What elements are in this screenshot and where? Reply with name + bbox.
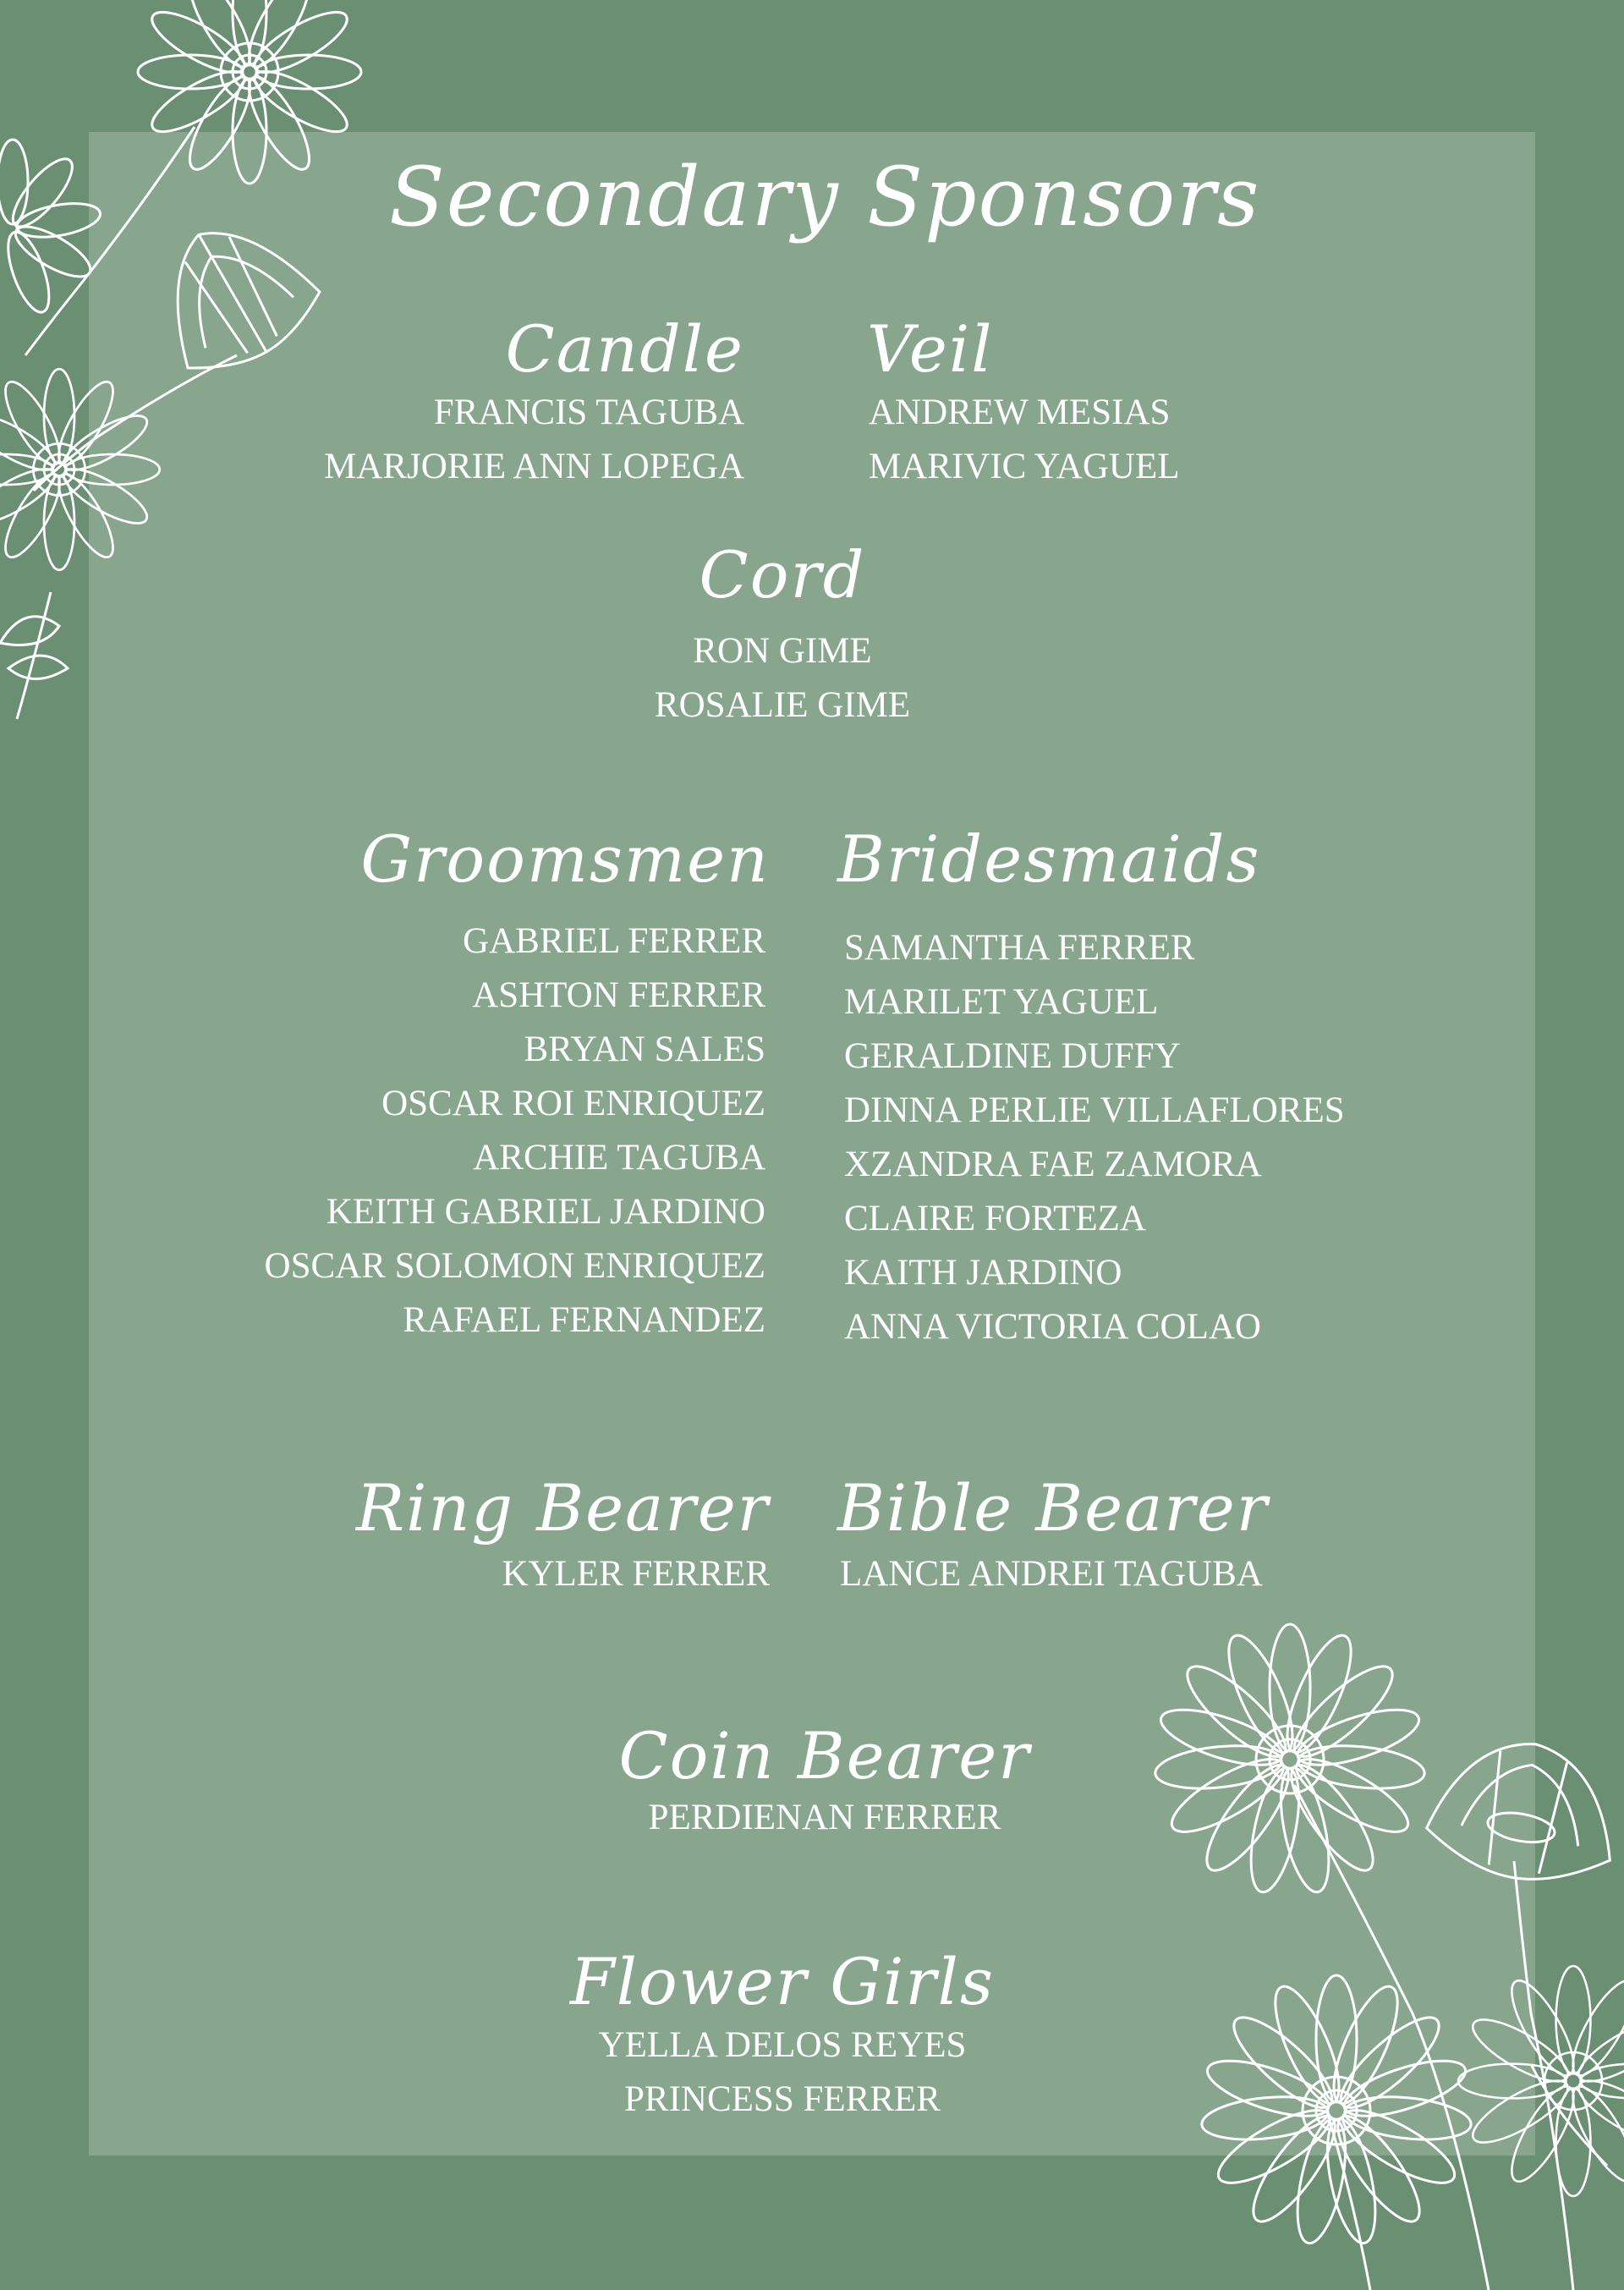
veil-heading: Veil bbox=[867, 311, 994, 387]
list-item: LANCE ANDREI TAGUBA bbox=[840, 1554, 1263, 1594]
list-item: RON GIME bbox=[693, 631, 872, 671]
coin-bearer-heading: Coin Bearer bbox=[618, 1718, 1031, 1793]
list-item: MARIVIC YAGUEL bbox=[869, 447, 1180, 486]
list-item: RAFAEL FERNANDEZ bbox=[403, 1300, 765, 1340]
list-item: BRYAN SALES bbox=[524, 1030, 765, 1069]
bridesmaids-heading: Bridesmaids bbox=[837, 821, 1261, 897]
list-item: PRINCESS FERRER bbox=[624, 2079, 941, 2119]
list-item: DINNA PERLIE VILLAFLORES bbox=[844, 1090, 1345, 1130]
candle-heading: Candle bbox=[505, 311, 744, 387]
ring-bearer-names bbox=[262, 1547, 770, 1601]
cord-names bbox=[529, 624, 1036, 733]
list-item: YELLA DELOS REYES bbox=[598, 2025, 967, 2065]
list-item: MARILET YAGUEL bbox=[844, 982, 1159, 1022]
groomsmen-heading: Groomsmen bbox=[360, 821, 770, 897]
flower-girls-heading: Flower Girls bbox=[570, 1944, 995, 2019]
cord-heading: Cord bbox=[699, 537, 866, 612]
list-item: GABRIEL FERRER bbox=[463, 921, 765, 961]
flower-girls-names bbox=[486, 2018, 1078, 2127]
list-item: ARCHIE TAGUBA bbox=[473, 1138, 765, 1178]
list-item: CLAIRE FORTEZA bbox=[844, 1199, 1146, 1238]
bible-bearer-heading: Bible Bearer bbox=[837, 1470, 1270, 1546]
daisy-illustration-bottom-right bbox=[1133, 1590, 1624, 2290]
bridesmaids-names bbox=[844, 921, 1453, 1354]
list-item: OSCAR ROI ENRIQUEZ bbox=[381, 1084, 765, 1123]
list-item: KAITH JARDINO bbox=[844, 1253, 1122, 1293]
list-item: ANDREW MESIAS bbox=[869, 393, 1171, 432]
ring-bearer-heading: Ring Bearer bbox=[355, 1470, 770, 1546]
list-item: PERDIENAN FERRER bbox=[648, 1798, 1001, 1837]
candle-names bbox=[237, 386, 744, 494]
bible-bearer-names bbox=[840, 1547, 1432, 1601]
list-item: ASHTON FERRER bbox=[472, 975, 765, 1015]
veil-names bbox=[869, 386, 1376, 494]
list-item: XZANDRA FAE ZAMORA bbox=[844, 1145, 1262, 1184]
list-item: MARJORIE ANN LOPEGA bbox=[324, 447, 744, 486]
list-item: ANNA VICTORIA COLAO bbox=[844, 1307, 1261, 1347]
page-title: Secondary Sponsors bbox=[389, 150, 1261, 244]
list-item: KYLER FERRER bbox=[502, 1554, 770, 1594]
list-item: FRANCIS TAGUBA bbox=[433, 393, 744, 432]
coin-bearer-names bbox=[529, 1791, 1121, 1845]
list-item: OSCAR SOLOMON ENRIQUEZ bbox=[264, 1246, 765, 1286]
list-item: GERALDINE DUFFY bbox=[844, 1036, 1181, 1076]
daisy-illustration-top-left bbox=[0, 0, 423, 728]
groomsmen-names bbox=[173, 914, 765, 1348]
list-item: ROSALIE GIME bbox=[654, 685, 911, 725]
list-item: KEITH GABRIEL JARDINO bbox=[326, 1192, 765, 1232]
list-item: SAMANTHA FERRER bbox=[844, 928, 1195, 968]
